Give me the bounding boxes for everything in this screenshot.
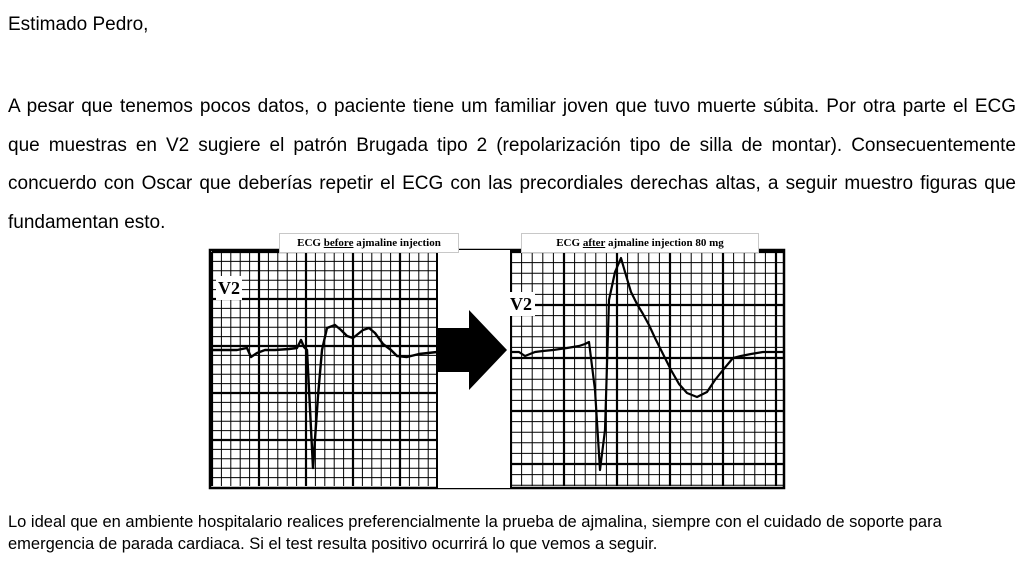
ecg-image [207,230,787,490]
ecg-trace-after [511,258,783,470]
ecg-figure [207,230,787,490]
caption-before: ECG before ajmaline injection [279,233,459,253]
ecg-grid-after [511,252,783,486]
caption-after: ECG after ajmaline injection 80 mg [521,233,759,253]
paragraph-1: A pesar que tenemos pocos datos, o paciente tiene um familiar joven que tuvo muerte súbita. Por otra parte el ECG que muestras en V2 sugiere el patrón Brugada tipo 2 (repolarización tipo de silla de montar). Consecuentemente concuerdo con Oscar que deberías repetir el ECG con las precordiales derechas altas, a seguir muestro figuras que fundamentan esto. [8,96,1016,233]
ecg-grid-before [212,252,437,486]
lead-label-after: V2 [507,292,535,316]
greeting: Estimado Pedro, [8,14,149,35]
lead-label-before: V2 [218,278,240,298]
paragraph-2: Lo ideal que en ambiente hospitalario realices preferencialmente la prueba de ajmalina, siempre con el cuidado de soporte para emergencia de parada cardiaca. Si el test resulta positivo ocurrirá lo que vemos a seguir. [8,513,942,553]
